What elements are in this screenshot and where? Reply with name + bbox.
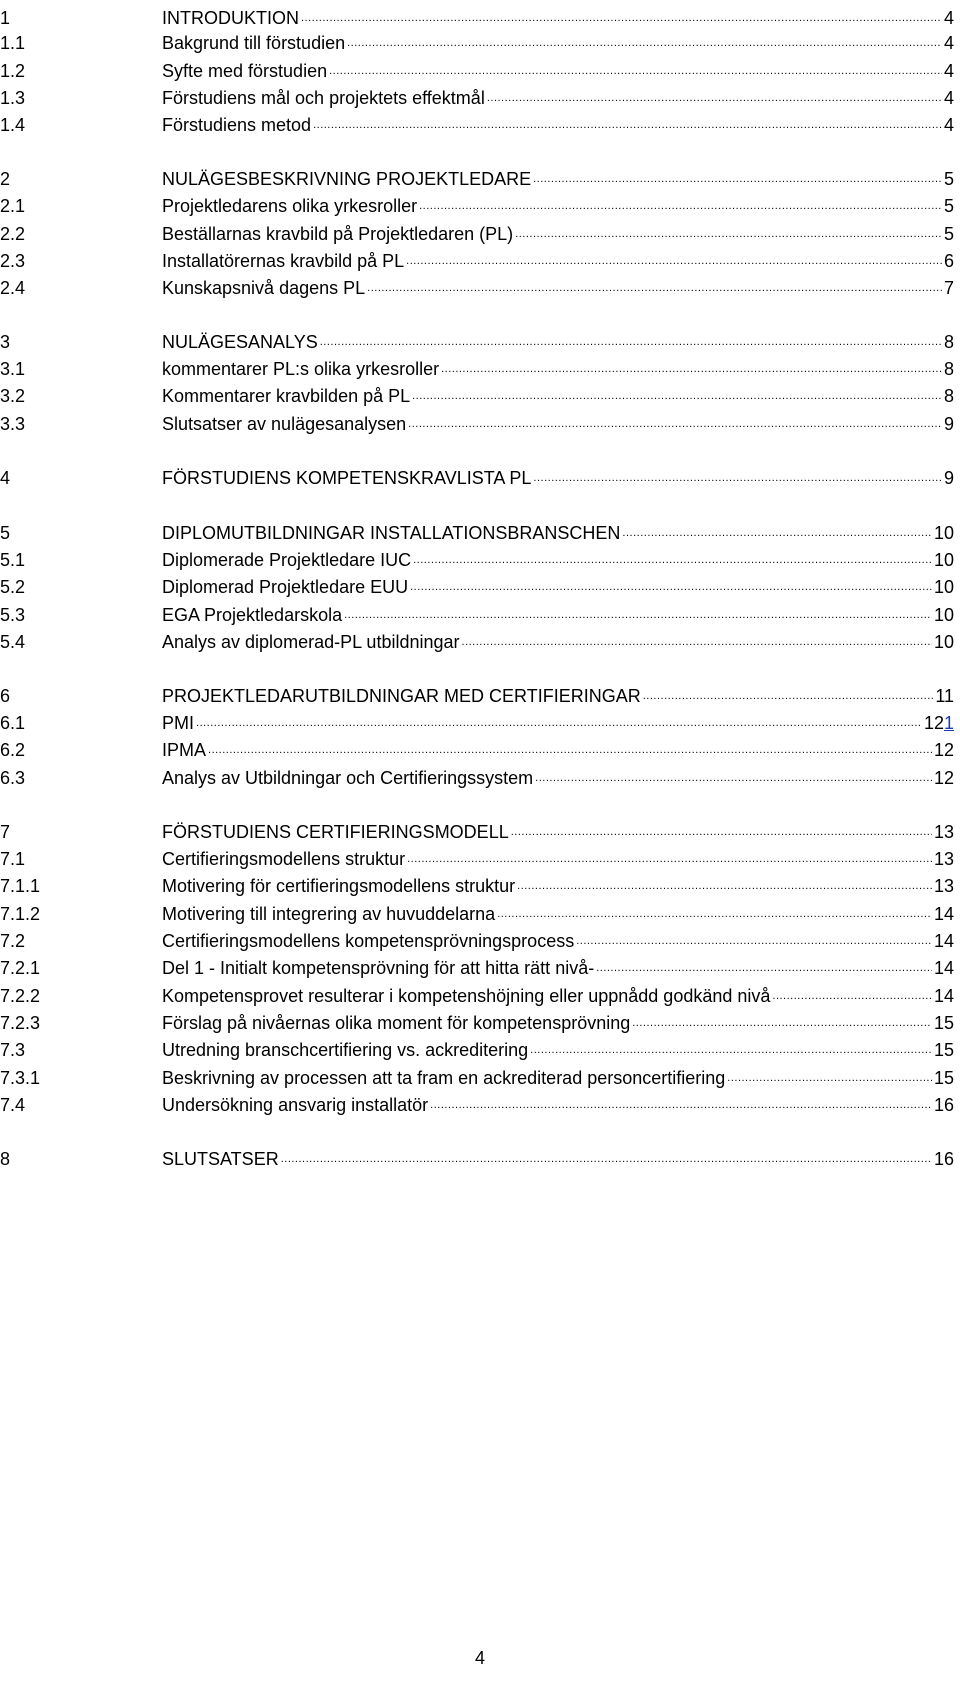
toc-entry-page [934,848,954,870]
toc-entry-number: 2.1 [0,196,26,216]
toc-dot-leader [281,1145,932,1170]
toc-page-number: 4 [943,33,954,53]
toc-entry-title: Motivering till integrering av huvuddelarna [162,904,496,924]
toc-dot-leader [487,84,942,109]
toc-dot-leader [413,546,932,571]
toc-dot-leader [208,736,932,761]
toc-dot-leader [412,382,942,407]
toc-dot-leader [576,927,932,952]
toc-dot-leader [430,1091,932,1116]
toc-entry-number: 7 [0,822,11,842]
toc-dot-leader [497,900,932,925]
toc-entry[interactable] [0,814,954,843]
toc-entry-page [944,277,954,299]
toc-page-number: 9 [943,414,954,434]
toc-entry-title: Kunskapsnivå dagens PL [162,278,366,298]
toc-entry-title: Syfte med förstudien [162,61,328,81]
toc-entry-page [934,767,954,789]
toc-page-number: 8 [943,386,954,406]
toc-page-number: 5 [943,224,954,244]
toc-page-number: 8 [943,332,954,352]
toc-dot-leader [407,845,932,870]
toc-entry-number: 7.3 [0,1040,26,1060]
toc-entry[interactable] [0,760,954,789]
toc-entry-title: Förslag på nivåernas olika moment för kompetensprövning [162,1013,631,1033]
toc-entry-number: 5.2 [0,577,26,597]
toc-entry-page [934,576,954,598]
toc-dot-leader [533,464,942,489]
toc-entry-number: 7.1.2 [0,904,41,924]
toc-page-number: 5 [943,169,954,189]
toc-entry[interactable] [0,569,954,598]
toc-entry-number: 7.4 [0,1095,26,1115]
toc-page-number: 6 [943,251,954,271]
toc-entry-title: Certifieringsmodellens kompetensprövningsprocess [162,931,575,951]
toc-page-number: 12 [933,740,954,760]
toc-page-number: 14 [933,904,954,924]
toc-entry-page [934,903,954,925]
toc-entry-page [934,631,954,653]
toc-entry-title: Bakgrund till förstudien [162,33,346,53]
toc-page-number: 4 [943,8,954,28]
toc-page-number: 7 [943,278,954,298]
toc-dot-leader [533,165,942,190]
toc-entry[interactable] [0,80,954,109]
toc-entry[interactable] [0,1032,954,1061]
toc-page-number: 16 [933,1149,954,1169]
toc-dot-leader [632,1009,932,1034]
toc-entry-page [934,985,954,1007]
toc-entry-title: Analys av diplomerad-PL utbildningar [162,632,460,652]
toc-dot-leader [727,1064,932,1089]
toc-entry[interactable] [0,678,954,707]
toc-entry-number: 1 [0,8,11,28]
toc-dot-leader [410,573,932,598]
toc-entry-page [934,957,954,979]
toc-page-number: 5 [943,196,954,216]
toc-entry-title: INTRODUKTION [162,8,299,28]
toc-entry-page [944,385,954,407]
toc-entry-title: Slutsatser av nulägesanalysen [162,414,407,434]
toc-dot-leader [329,57,942,82]
toc-page-number: 10 [933,632,954,652]
toc-entry-title: Förstudiens metod [162,115,312,135]
toc-page-number: 4 [943,88,954,108]
toc-page-number: 4 [943,115,954,135]
toc-entry-page [934,821,954,843]
toc-page-number: 15 [933,1040,954,1060]
toc-entry-page [944,168,954,190]
toc-entry-title: IPMA [162,740,207,760]
toc-entry-title: FÖRSTUDIENS KOMPETENSKRAVLISTA PL [162,468,532,488]
toc-entry-title: Kompetensprovet resulterar i kompetenshöjning eller uppnådd godkänd nivå [162,986,771,1006]
toc-page-link-fragment[interactable]: 1 [943,713,954,733]
toc-entry-number: 5.4 [0,632,26,652]
toc-entry-number: 1.1 [0,33,26,53]
toc-entry-number: 5 [0,523,11,543]
toc-entry[interactable] [0,542,954,571]
toc-dot-leader [196,709,922,734]
toc-entry-number: 5.3 [0,605,26,625]
toc-entry[interactable] [0,841,954,870]
toc-entry-number: 8 [0,1149,11,1169]
toc-entry[interactable] [0,324,954,353]
toc-entry-number: 7.3.1 [0,1068,41,1088]
toc-entry[interactable] [0,896,954,925]
toc-dot-leader [622,519,932,544]
toc-page-number: 15 [933,1068,954,1088]
toc-page-number: 14 [933,958,954,978]
toc-dot-leader [408,410,942,435]
toc-entry-number: 7.2 [0,931,26,951]
toc-entry-number: 2.3 [0,251,26,271]
toc-entry-title: Beskrivning av processen att ta fram en ackrediterad personcertifiering [162,1068,726,1088]
toc-page-number: 14 [933,986,954,1006]
toc-entry-number: 1.4 [0,115,26,135]
toc-entry-number: 3 [0,332,11,352]
toc-entry-number: 7.2.1 [0,958,41,978]
toc-dot-leader [419,192,942,217]
toc-entry[interactable] [0,53,954,82]
toc-entry-page [934,1012,954,1034]
toc-entry[interactable] [0,868,954,897]
toc-entry-number: 6.1 [0,713,26,733]
toc-dot-leader [517,872,932,897]
toc-page-number: 10 [933,605,954,625]
toc-entry-page [934,522,954,544]
toc-entry-title: Beställarnas kravbild på Projektledaren (PL) [162,224,514,244]
toc-entry[interactable] [0,460,954,489]
toc-entry-number: 6.3 [0,768,26,788]
toc-entry-title: EGA Projektledarskola [162,605,343,625]
toc-entry-page [944,32,954,54]
toc-entry-title: Diplomerad Projektledare EUU [162,577,409,597]
toc-dot-leader [511,818,932,843]
toc-dot-leader [406,247,942,272]
toc-entry[interactable] [0,1141,954,1170]
toc-entry[interactable] [0,732,954,761]
toc-entry-page [934,875,954,897]
toc-entry-number: 6.2 [0,740,26,760]
toc-entry[interactable] [0,978,954,1007]
toc-entry-page [944,87,954,109]
toc-entry[interactable] [0,161,954,190]
toc-entry-title: DIPLOMUTBILDNINGAR INSTALLATIONSBRANSCHEN [162,523,621,543]
toc-dot-leader [320,328,942,353]
toc-dot-leader [535,764,932,789]
toc-entry-title: PROJEKTLEDARUTBILDNINGAR MED CERTIFIERINGAR [162,686,641,706]
toc-dot-leader [462,628,932,653]
toc-entry-title: NULÄGESANALYS [162,332,318,352]
toc-entry-number: 7.1 [0,849,26,869]
toc-entry-number: 1.2 [0,61,26,81]
toc-page-number: 12 [923,713,944,733]
toc-entry[interactable] [0,243,954,272]
toc-entry-title: Kommentarer kravbilden på PL [162,386,411,406]
toc-entry-page [934,1067,954,1089]
toc-entry[interactable] [0,705,954,734]
toc-entry-title: Analys av Utbildningar och Certifieringssystem [162,768,534,788]
toc-page-number: 13 [933,822,954,842]
toc-entry-number: 1.3 [0,88,26,108]
toc-entry-number: 5.1 [0,550,26,570]
toc-entry-number: 3.2 [0,386,26,406]
toc-dot-leader [344,601,932,626]
toc-entry-title: kommentarer PL:s olika yrkesroller [162,359,440,379]
toc-dot-leader [772,982,932,1007]
toc-entry-page [934,1039,954,1061]
toc-entry[interactable] [0,950,954,979]
toc-dot-leader [643,682,934,707]
toc-dot-leader [515,220,942,245]
toc-entry-page [924,712,954,734]
toc-entry-page [944,467,954,489]
toc-dot-leader [441,355,942,380]
toc-entry-title: Projektledarens olika yrkesroller [162,196,418,216]
toc-page-number: 8 [943,359,954,379]
toc-entry-title: Utredning branschcertifiering vs. ackreditering [162,1040,529,1060]
toc-entry-number: 2.2 [0,224,26,244]
toc-entry-title: Diplomerade Projektledare IUC [162,550,412,570]
toc-page-number: 10 [933,550,954,570]
toc-entry-number: 2 [0,169,11,189]
toc-entry[interactable] [0,216,954,245]
toc-entry-number: 7.1.1 [0,876,41,896]
toc-entry-page [934,604,954,626]
toc-entry-page [944,358,954,380]
toc-page-number: 16 [933,1095,954,1115]
toc-entry-page [944,223,954,245]
toc-entry-number: 6 [0,686,11,706]
toc-entry-number: 3.3 [0,414,26,434]
toc-entry[interactable] [0,515,954,544]
toc-entry-title: Motivering för certifieringsmodellens struktur [162,876,516,896]
toc-page-number: 4 [943,61,954,81]
toc-entry[interactable] [0,1060,954,1089]
toc-page-number: 13 [933,849,954,869]
toc-entry[interactable] [0,624,954,653]
toc-entry-number: 2.4 [0,278,26,298]
toc-entry[interactable] [0,406,954,435]
toc-entry-page [944,413,954,435]
toc-entry-page [944,331,954,353]
toc-entry-page [944,250,954,272]
toc-entry-page [934,1094,954,1116]
toc-page-number: 9 [943,468,954,488]
toc-entry[interactable] [0,270,954,299]
toc-entry[interactable] [0,1005,954,1034]
toc-entry[interactable] [0,1087,954,1116]
toc-entry-title: Certifieringsmodellens struktur [162,849,406,869]
toc-entry-page [934,739,954,761]
toc-entry[interactable] [0,597,954,626]
toc-dot-leader [347,29,942,54]
toc-entry-title: SLUTSATSER [162,1149,279,1169]
toc-page-number: 13 [933,876,954,896]
toc-entry-title: Installatörernas kravbild på PL [162,251,405,271]
toc-entry-title: Förstudiens mål och projektets effektmål [162,88,485,108]
toc-entry[interactable] [0,188,954,217]
toc-entry-title: NULÄGESBESKRIVNING PROJEKTLEDARE [162,169,532,189]
toc-entry-page [934,1148,954,1170]
toc-entry-number: 3.1 [0,359,26,379]
page-number: 4 [474,1648,485,1668]
toc-dot-leader [367,274,942,299]
toc-entry[interactable] [0,25,954,54]
toc-dot-leader [530,1036,932,1061]
toc-entry-title: Del 1 - Initialt kompetensprövning för att hitta rätt nivå- [162,958,595,978]
toc-entry-page [934,549,954,571]
toc-entry-page [944,60,954,82]
toc-entry-number: 7.2.2 [0,986,41,1006]
toc-dot-leader [596,954,932,979]
toc-entry-number: 4 [0,468,11,488]
toc-entry-number: 7.2.3 [0,1013,41,1033]
toc-page-number: 15 [933,1013,954,1033]
toc-page-number: 11 [935,686,954,706]
toc-entry-title: Undersökning ansvarig installatör [162,1095,429,1115]
toc-entry-page [944,195,954,217]
toc-entry[interactable] [0,923,954,952]
toc-entry-title: PMI [162,713,195,733]
toc-entry-page [935,685,954,707]
toc-entry[interactable] [0,351,954,380]
toc-page-number: 12 [933,768,954,788]
toc-entry[interactable] [0,107,954,136]
toc-entry-title: FÖRSTUDIENS CERTIFIERINGSMODELL [162,822,509,842]
toc-page-number: 14 [933,931,954,951]
toc-entry[interactable] [0,378,954,407]
toc-entry-page [944,114,954,136]
toc-page-number: 10 [933,523,954,543]
toc-dot-leader [313,111,942,136]
toc-entry-page [934,930,954,952]
toc-page-number: 10 [933,577,954,597]
